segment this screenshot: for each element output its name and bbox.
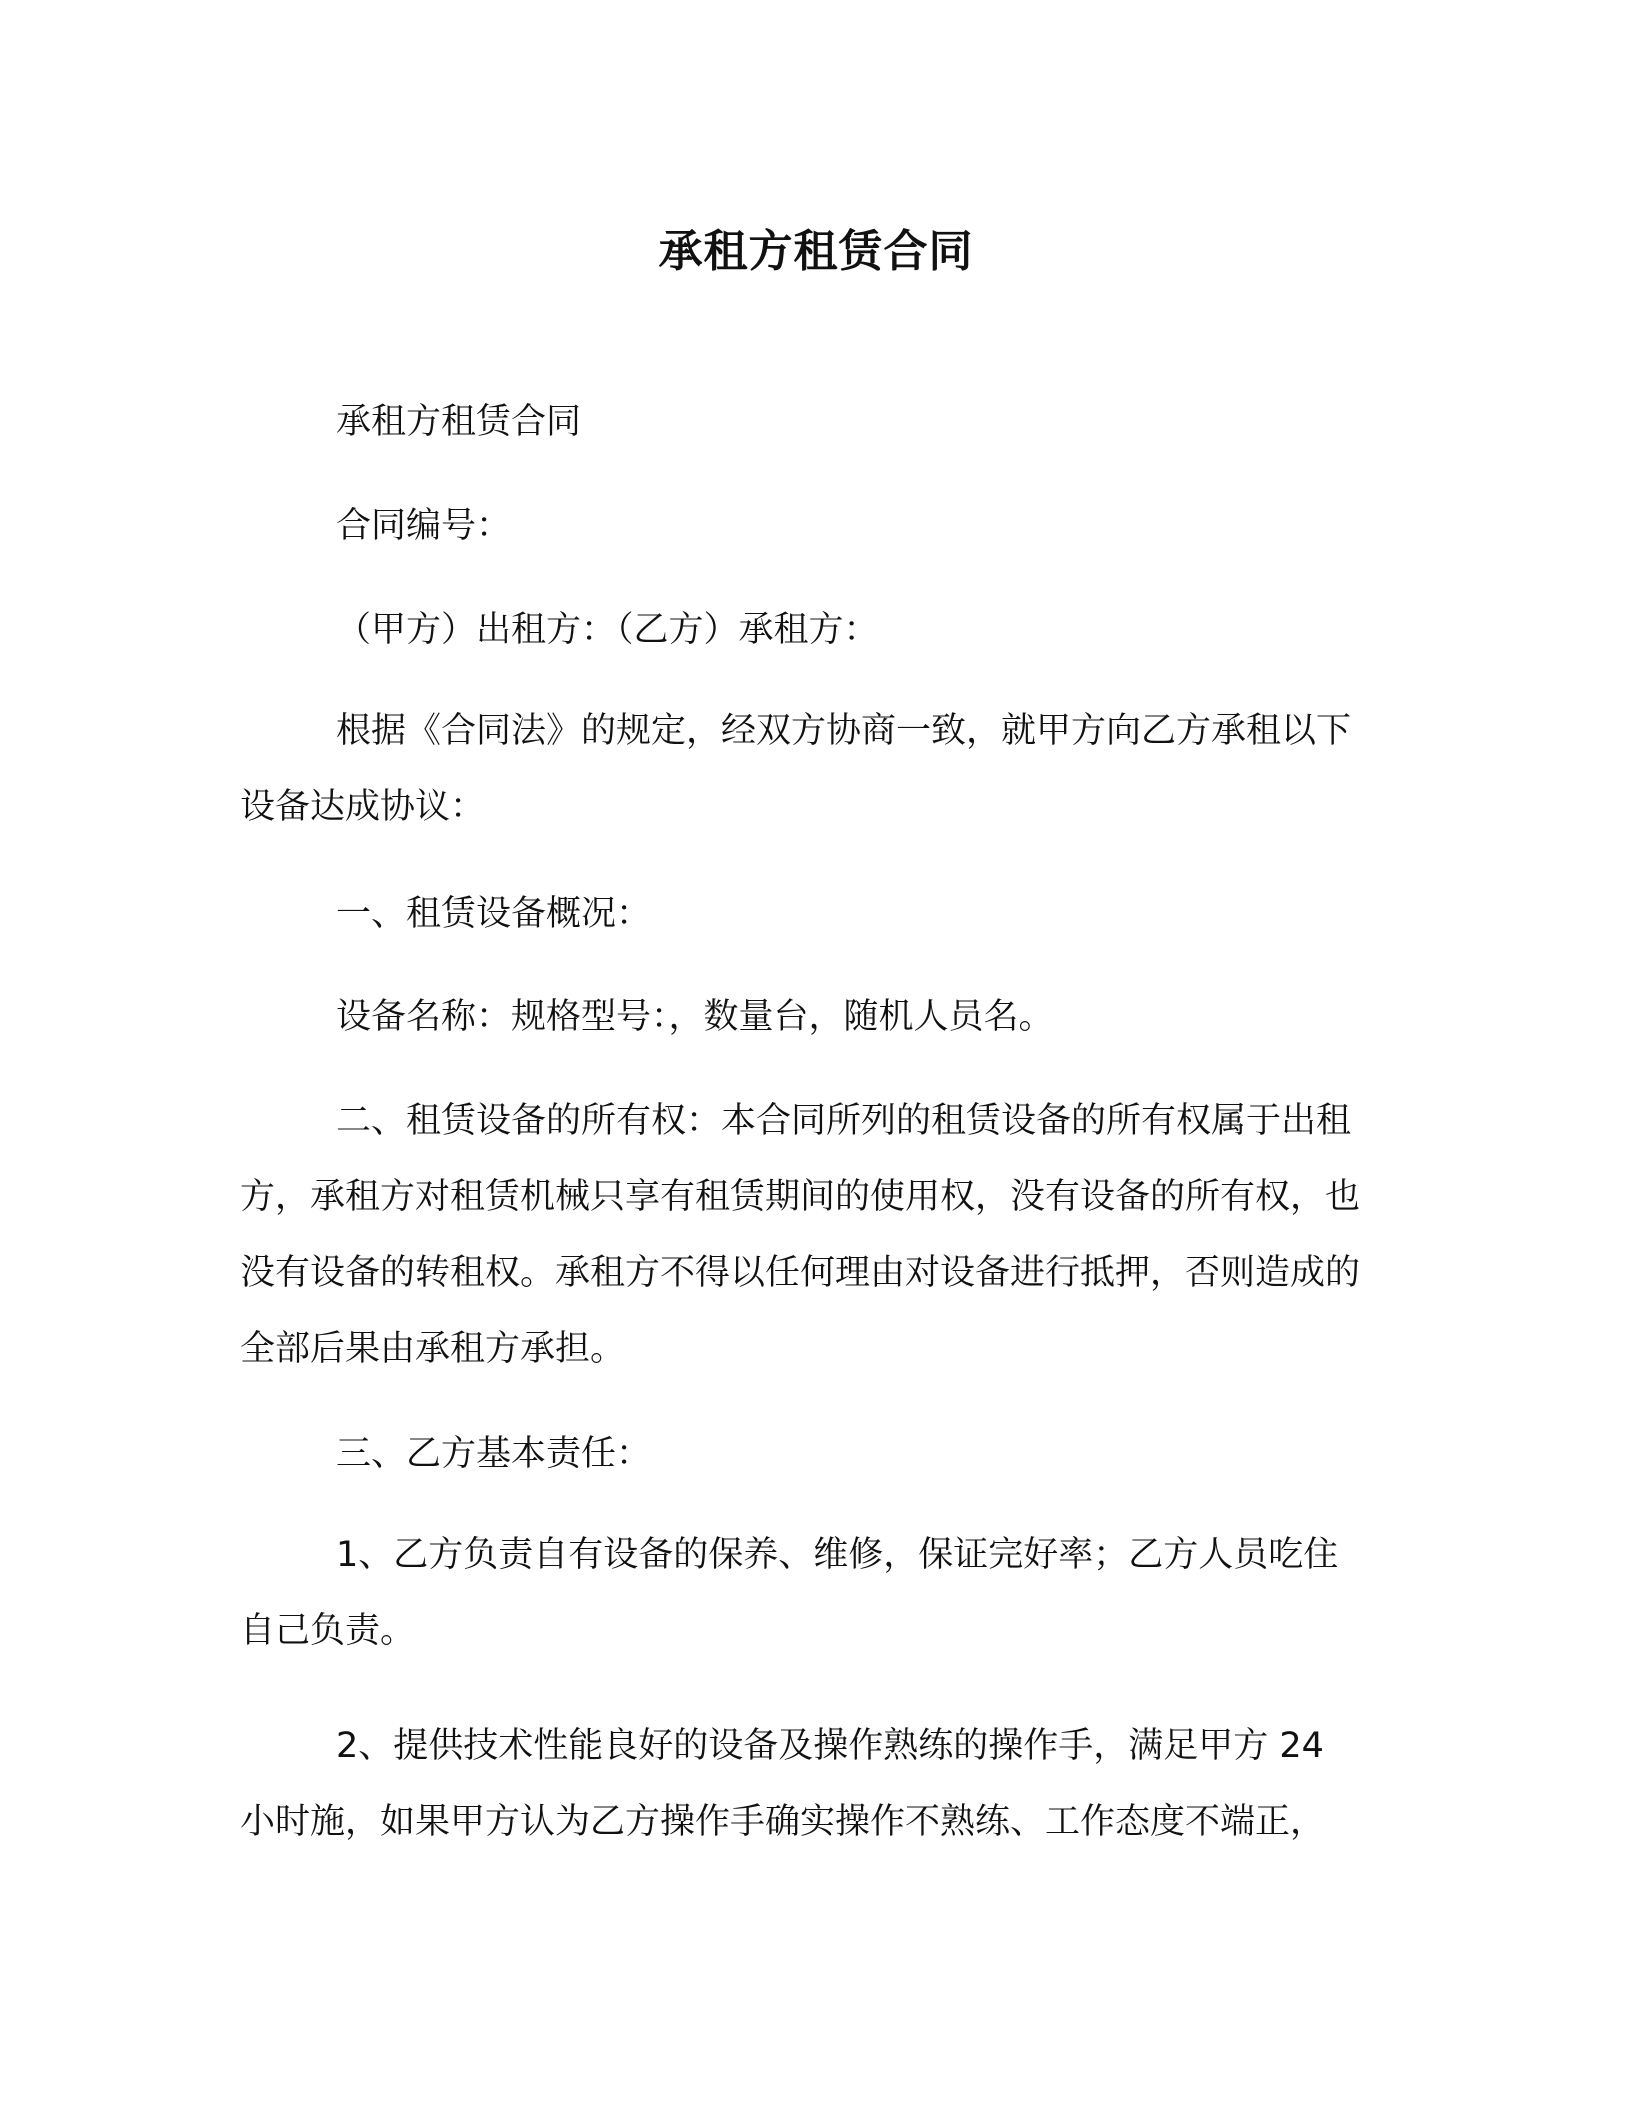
- paragraph-subtitle: 承租方租赁合同: [336, 402, 582, 442]
- paragraph-equipment-details: 设备名称：规格型号：，数量台，随机人员名。: [336, 997, 1054, 1037]
- paragraph-preamble: 根据《合同法》的规定，经双方协商一致，就甲方向乙方承租以下设备达成协议：: [240, 711, 1352, 827]
- paragraph-parties: （甲方）出租方：（乙方）承租方：: [336, 610, 879, 650]
- paragraph-section-3-heading: 三、乙方基本责任：: [336, 1434, 652, 1474]
- paragraph-item-1: 1、乙方负责自有设备的保养、维修，保证完好率；乙方人员吃住自己负责。: [240, 1535, 1339, 1651]
- paragraph-item-2: 2、提供技术性能良好的设备及操作熟练的操作手，满足甲方 24 小时施，如果甲方认为乙方操作手确实操作不熟练、工作态度不端正，: [240, 1726, 1326, 1842]
- document-title: 承租方租赁合同: [658, 226, 974, 277]
- paragraph-section-1-heading: 一、租赁设备概况：: [336, 894, 652, 934]
- paragraph-section-2-ownership: 二、租赁设备的所有权：本合同所列的租赁设备的所有权属于出租方，承租方对租赁机械只享有租赁期间的使用权，没有设备的所有权，也没有设备的转租权。承租方不得以任何理由对设备进行抵押，否则造成的全部后果由承租方承担。: [240, 1101, 1361, 1369]
- paragraph-contract-number: 合同编号：: [336, 506, 512, 546]
